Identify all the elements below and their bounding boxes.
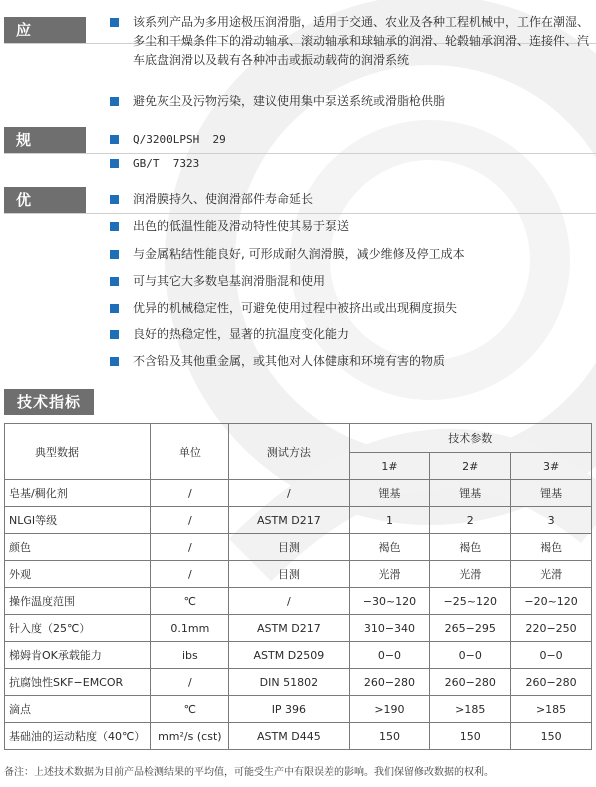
header-typical: 典型数据 — [5, 424, 151, 480]
table-cell-v2: 265−295 — [430, 615, 511, 642]
table-cell-v3: 0−0 — [511, 642, 592, 669]
table-cell-v3: 3 — [511, 507, 592, 534]
table-cell-v2: >185 — [430, 696, 511, 723]
header-grade-3: 3# — [511, 453, 592, 480]
table-row — [5, 696, 592, 723]
bullet-square-icon — [110, 195, 119, 204]
application-item: 该系列产品为多用途极压润滑脂，适用于交通、农业及各种工程机械中，工作在潮湿、多尘和干燥条件下的滑动轴承、滚动轴承和球轴承的润滑、轮毂轴承润滑、连接件、汽车底盘润滑以及载有各种冲击或振动载荷的润滑系统 — [110, 13, 590, 70]
table-cell-unit: ibs — [151, 642, 229, 669]
application-item: 避免灰尘及污物污染，建议使用集中泵送系统或滑脂枪供脂 — [110, 92, 590, 111]
table-cell-unit: 0.1mm — [151, 615, 229, 642]
bullet-square-icon — [110, 135, 119, 144]
table-cell-v2: 2 — [430, 507, 511, 534]
table-cell-v3: 150 — [511, 723, 592, 750]
header-params: 技术参数 — [349, 424, 591, 453]
header-grade-1: 1# — [349, 453, 430, 480]
header-grade-2: 2# — [430, 453, 511, 480]
table-cell-v2: −25~120 — [430, 588, 511, 615]
footnote: 备注：上述技术数据为目前产品检测结果的平均值，可能受生产中有限误差的影响。我们保留修改数据的权利。 — [4, 767, 494, 778]
table-cell-v1: 褐色 — [349, 534, 430, 561]
table-cell-v3: 220−250 — [511, 615, 592, 642]
advantages-label: 优 势 — [4, 187, 86, 213]
table-row — [5, 669, 592, 696]
bullet-square-icon — [110, 18, 119, 27]
bullet-square-icon — [110, 250, 119, 259]
table-cell-v1: 光滑 — [349, 561, 430, 588]
advantage-item: 润滑膜持久、使润滑部件寿命延长 — [110, 190, 590, 209]
table-cell-unit: / — [151, 561, 229, 588]
table-cell-v1: >190 — [349, 696, 430, 723]
table-body — [5, 480, 592, 750]
table-cell-name: 皂基/稠化剂 — [5, 480, 151, 507]
table-row — [5, 534, 592, 561]
bullet-square-icon — [110, 159, 119, 168]
table-cell-v1: 260−280 — [349, 669, 430, 696]
advantage-item: 良好的热稳定性，显著的抗温度变化能力 — [110, 325, 590, 344]
table-cell-method: ASTM D217 — [229, 615, 349, 642]
bullet-square-icon — [110, 357, 119, 366]
table-cell-v1: −30~120 — [349, 588, 430, 615]
specification-item: GB/T 7323 — [110, 154, 590, 173]
table-cell-v1: 310−340 — [349, 615, 430, 642]
table-cell-v2: 褐色 — [430, 534, 511, 561]
tech-spec-table — [4, 423, 592, 750]
table-header-row — [5, 424, 592, 453]
table-cell-name: 外观 — [5, 561, 151, 588]
table-cell-unit: / — [151, 669, 229, 696]
advantage-item: 可与其它大多数皂基润滑脂混和使用 — [110, 272, 590, 291]
table-cell-method: / — [229, 480, 349, 507]
table-cell-v1: 锂基 — [349, 480, 430, 507]
table-cell-v2: 150 — [430, 723, 511, 750]
table-cell-v2: 260−280 — [430, 669, 511, 696]
table-cell-v3: 光滑 — [511, 561, 592, 588]
table-cell-v3: >185 — [511, 696, 592, 723]
table-cell-v3: 锂基 — [511, 480, 592, 507]
tech-spec-title: 技术指标 — [4, 389, 94, 415]
table-cell-v1: 150 — [349, 723, 430, 750]
table-cell-method: / — [229, 588, 349, 615]
header-unit: 单位 — [151, 424, 229, 480]
table-row — [5, 507, 592, 534]
table-row — [5, 561, 592, 588]
advantage-item: 与金属粘结性能良好, 可形成耐久润滑膜，减少维修及停工成本 — [110, 245, 590, 264]
table-cell-v2: 光滑 — [430, 561, 511, 588]
table-cell-method: ASTM D445 — [229, 723, 349, 750]
table-cell-name: 滴点 — [5, 696, 151, 723]
table-cell-method: 目测 — [229, 561, 349, 588]
table-cell-v1: 1 — [349, 507, 430, 534]
table-cell-unit: / — [151, 480, 229, 507]
table-cell-unit: / — [151, 507, 229, 534]
table-cell-method: DIN 51802 — [229, 669, 349, 696]
table-cell-method: 目测 — [229, 534, 349, 561]
table-cell-unit: / — [151, 534, 229, 561]
table-cell-name: 针入度（25℃） — [5, 615, 151, 642]
table-cell-name: 梯姆肯OK承载能力 — [5, 642, 151, 669]
table-cell-v3: 260−280 — [511, 669, 592, 696]
table-cell-name: 基础油的运动粘度（40℃） — [5, 723, 151, 750]
bullet-square-icon — [110, 222, 119, 231]
table-cell-v2: 0−0 — [430, 642, 511, 669]
header-method: 测试方法 — [229, 424, 349, 480]
table-cell-name: 操作温度范围 — [5, 588, 151, 615]
specification-label: 规 格 — [4, 127, 86, 153]
table-cell-name: 颜色 — [5, 534, 151, 561]
table-row — [5, 588, 592, 615]
table-cell-v3: 褐色 — [511, 534, 592, 561]
table-cell-method: ASTM D217 — [229, 507, 349, 534]
table-row — [5, 642, 592, 669]
bullet-square-icon — [110, 304, 119, 313]
table-row — [5, 480, 592, 507]
table-cell-name: 抗腐蚀性SKF−EMCOR — [5, 669, 151, 696]
advantage-item: 优异的机械稳定性，可避免使用过程中被挤出或出现稠度损失 — [110, 299, 590, 318]
bullet-square-icon — [110, 97, 119, 106]
table-row — [5, 615, 592, 642]
bullet-square-icon — [110, 277, 119, 286]
table-cell-method: ASTM D2509 — [229, 642, 349, 669]
advantage-item: 出色的低温性能及滑动特性使其易于泵送 — [110, 217, 590, 236]
table-cell-v2: 锂基 — [430, 480, 511, 507]
table-cell-unit: ℃ — [151, 696, 229, 723]
specification-item: Q/3200LPSH 29 — [110, 130, 590, 149]
table-cell-v1: 0−0 — [349, 642, 430, 669]
advantage-item: 不含铅及其他重金属，或其他对人体健康和环境有害的物质 — [110, 352, 590, 371]
application-label: 应 用 — [4, 17, 86, 43]
bullet-square-icon — [110, 330, 119, 339]
table-cell-name: NLGI等级 — [5, 507, 151, 534]
table-cell-method: IP 396 — [229, 696, 349, 723]
section-divider — [4, 213, 596, 214]
table-row — [5, 723, 592, 750]
table-cell-unit: mm²/s (cst) — [151, 723, 229, 750]
table-cell-unit: ℃ — [151, 588, 229, 615]
table-cell-v3: −20~120 — [511, 588, 592, 615]
